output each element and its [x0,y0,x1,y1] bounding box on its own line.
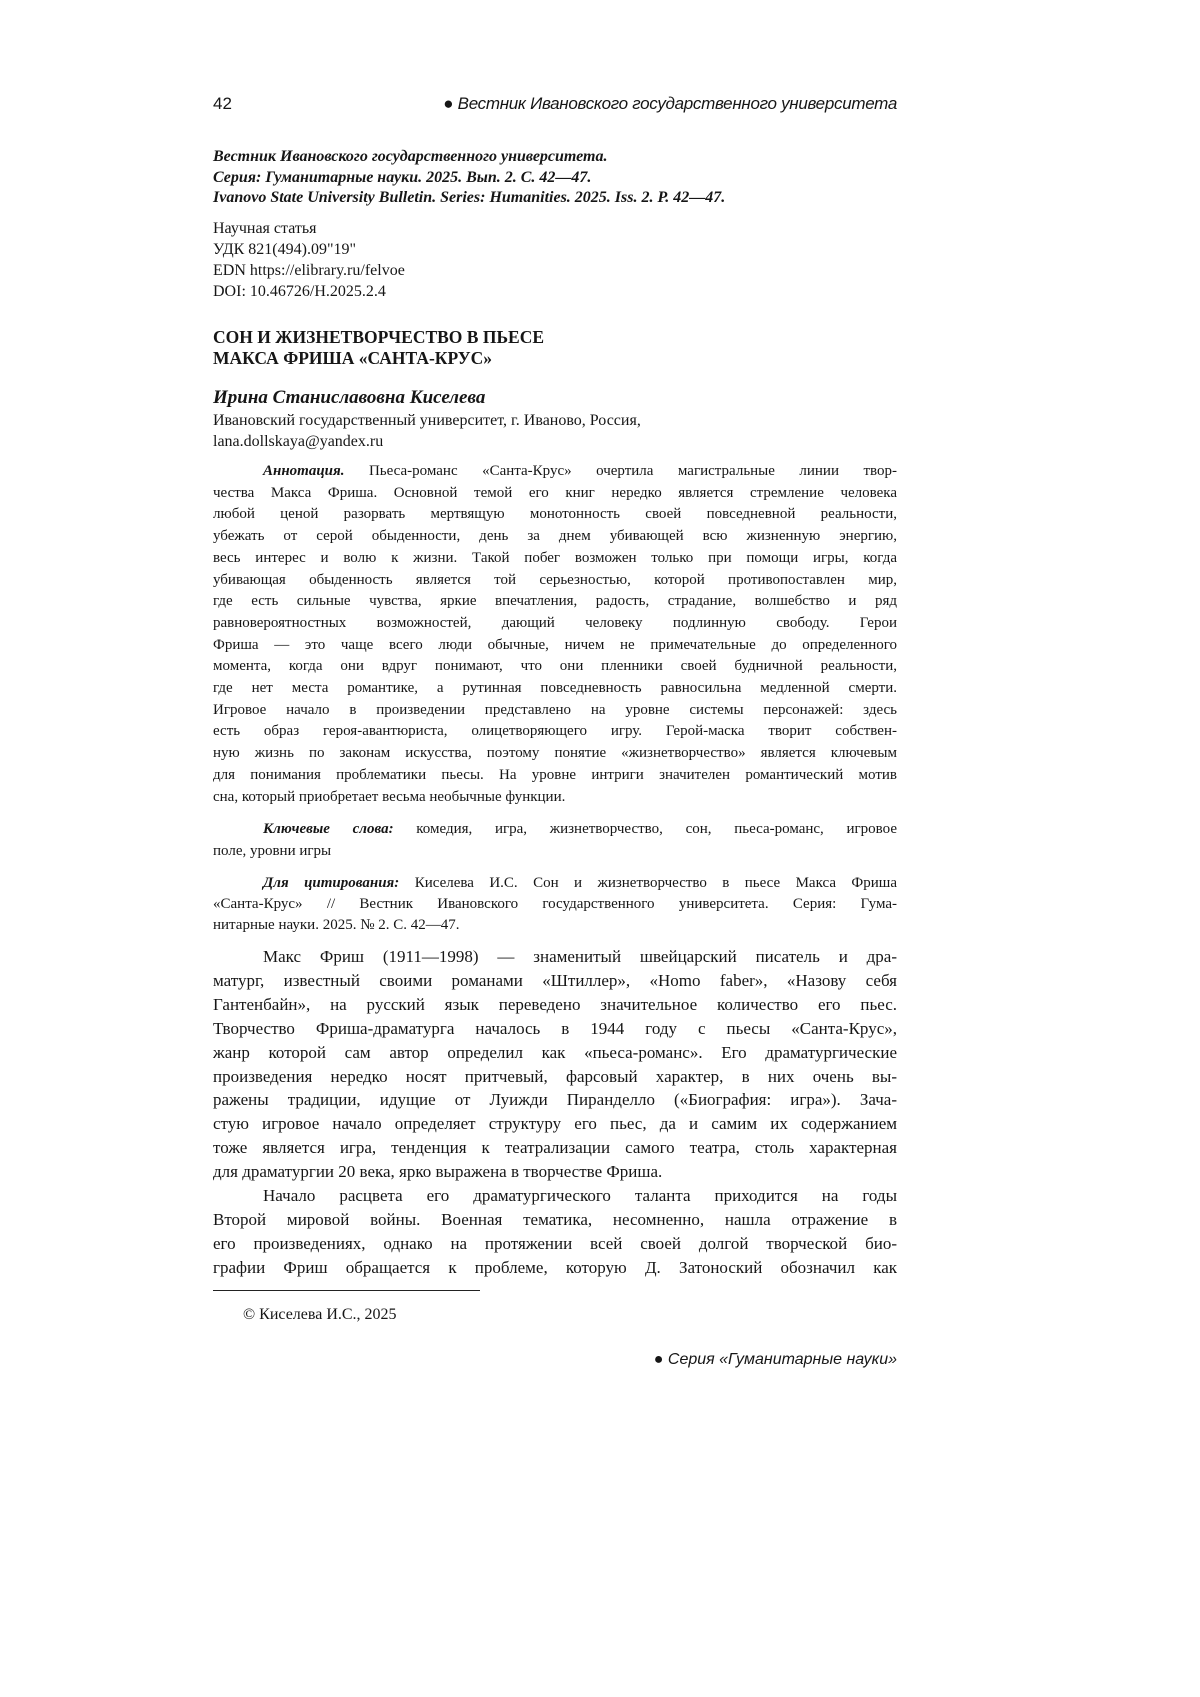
text-line [213,873,897,894]
page-footer: ● Серия «Гуманитарные науки» [654,1350,897,1370]
text-line [213,819,897,841]
text-line: поле, уровни игры [213,841,897,863]
line-text: Пьеса-романс «Санта-Крус» очертила магистральные линии твор- [345,463,898,479]
text-line: УДК 821(494).09"19" [213,239,897,260]
text-line: жанр которой сам автор определил как «пьеса-романс». Его драматургические [213,1041,897,1065]
text-line: DOI: 10.46726/H.2025.2.4 [213,281,897,302]
section-label: Аннотация. [263,463,345,479]
text-line: EDN https://elibrary.ru/felvoe [213,260,897,281]
text-line: Игровое начало в произведении представлено на уровне системы персонажей: здесь [213,700,897,722]
text-line: Второй мировой войны. Военная тематика, несомненно, нашла отражение в [213,1208,897,1232]
keywords [213,819,897,862]
abstract [213,461,897,808]
text-line: момента, когда они вдруг понимают, что они пленники своей будничной реальности, [213,656,897,678]
text-line: его произведениях, однако на протяжении всей своей долгой творческой био- [213,1232,897,1256]
text-line: матург, известный своими романами «Штиллер», «Homo faber», «Назову себя [213,969,897,993]
article-title [213,327,897,369]
text-line: Гантенбайн», на русский язык переведено значительное количество его пьес. [213,993,897,1017]
text-line: нитарные науки. 2025. № 2. С. 42—47. [213,915,897,936]
line-text: Киселева И.С. Сон и жизнетворчество в пьесе Макса Фриша [399,875,897,891]
author-affiliation [213,410,897,452]
section-label: Ключевые слова: [263,821,394,837]
text-line [213,461,897,483]
line-text: комедия, игра, жизнетворчество, сон, пьеса-романс, игровое [394,821,897,837]
text-line: чества Макса Фриша. Основной темой его книг нередко является стремление человека [213,483,897,505]
page-number: 42 [213,93,232,115]
text-line: стую игровое начало определяет структуру его пьес, да и самим их содержанием [213,1112,897,1136]
running-title: ● Вестник Ивановского государственного университета [443,93,897,115]
text-line: для драматургии 20 века, ярко выражена в творчестве Фриша. [213,1160,897,1184]
text-line: Творчество Фриша-драматурга началось в 1944 году с пьесы «Санта-Крус», [213,1017,897,1041]
text-line: убежать от серой обыденности, день за днем убивающей всю жизненную энергию, [213,526,897,548]
text-line: сна, который приобретает весьма необычные функции. [213,787,897,809]
text-line: «Санта-Крус» // Вестник Ивановского государственного университета. Серия: Гума- [213,894,897,915]
text-line: Серия: Гуманитарные науки. 2025. Вып. 2. С. 42—47. [213,168,897,189]
text-line: равновероятностных возможностей, дающий человеку подлинную свободу. Герои [213,613,897,635]
text-line: Макс Фриш (1911—1998) — знаменитый швейцарский писатель и дра- [213,945,897,969]
article-info [213,218,897,302]
text-line: произведения нередко носят притчевый, фарсовый характер, в них очень вы- [213,1065,897,1089]
text-line: Ивановский государственный университет, г. Иваново, Россия, [213,410,897,431]
text-line: любой ценой разорвать мертвящую монотонность своей повседневной реальности, [213,504,897,526]
body-text [213,945,897,1280]
text-line: Научная статья [213,218,897,239]
journal-reference [213,147,897,209]
text-line: весь интерес и волю к жизни. Такой побег возможен только при помощи игры, когда [213,548,897,570]
text-line: lana.dollskaya@yandex.ru [213,431,897,452]
text-line: Ivanovo State University Bulletin. Series: Humanities. 2025. Iss. 2. P. 42—47. [213,188,897,209]
text-line: графии Фриш обращается к проблеме, которую Д. Затоноский обозначил как [213,1256,897,1280]
text-line: где нет места романтике, а рутинная повседневность равносильна медленной смерти. [213,678,897,700]
section-label: Для цитирования: [263,875,399,891]
text-line: для понимания проблематики пьесы. На уровне интриги значителен романтический мотив [213,765,897,787]
text-line: Фриша — это чаще всего люди обычные, ничем не примечательные до определенного [213,635,897,657]
text-line: убивающая обыденность является той серьезностью, которой противопоставлен мир, [213,570,897,592]
copyright-footnote: © Киселева И.С., 2025 [243,1305,397,1325]
text-line: есть образ героя-авантюриста, олицетворяющего игру. Герой-маска творит собствен- [213,721,897,743]
text-line: ную жизнь по законам искусства, поэтому понятие «жизнетворчество» является ключевым [213,743,897,765]
text-line: ражены традиции, идущие от Луижди Пиранделло («Биография: игра»). Зача- [213,1088,897,1112]
citation [213,873,897,937]
text-line: тоже является игра, тенденция к театрализации самого театра, столь характерная [213,1136,897,1160]
text-line: СОН И ЖИЗНЕТВОРЧЕСТВО В ПЬЕСЕ [213,327,897,348]
footnote-rule [213,1290,480,1291]
text-line: Начало расцвета его драматургического таланта приходится на годы [213,1184,897,1208]
text-line: МАКСА ФРИША «САНТА-КРУС» [213,348,897,369]
text-line: Вестник Ивановского государственного университета. [213,147,897,168]
text-line: где есть сильные чувства, яркие впечатления, радость, страдание, волшебство и ряд [213,591,897,613]
author-name: Ирина Станиславовна Киселева [213,387,897,409]
page-header [213,93,897,115]
